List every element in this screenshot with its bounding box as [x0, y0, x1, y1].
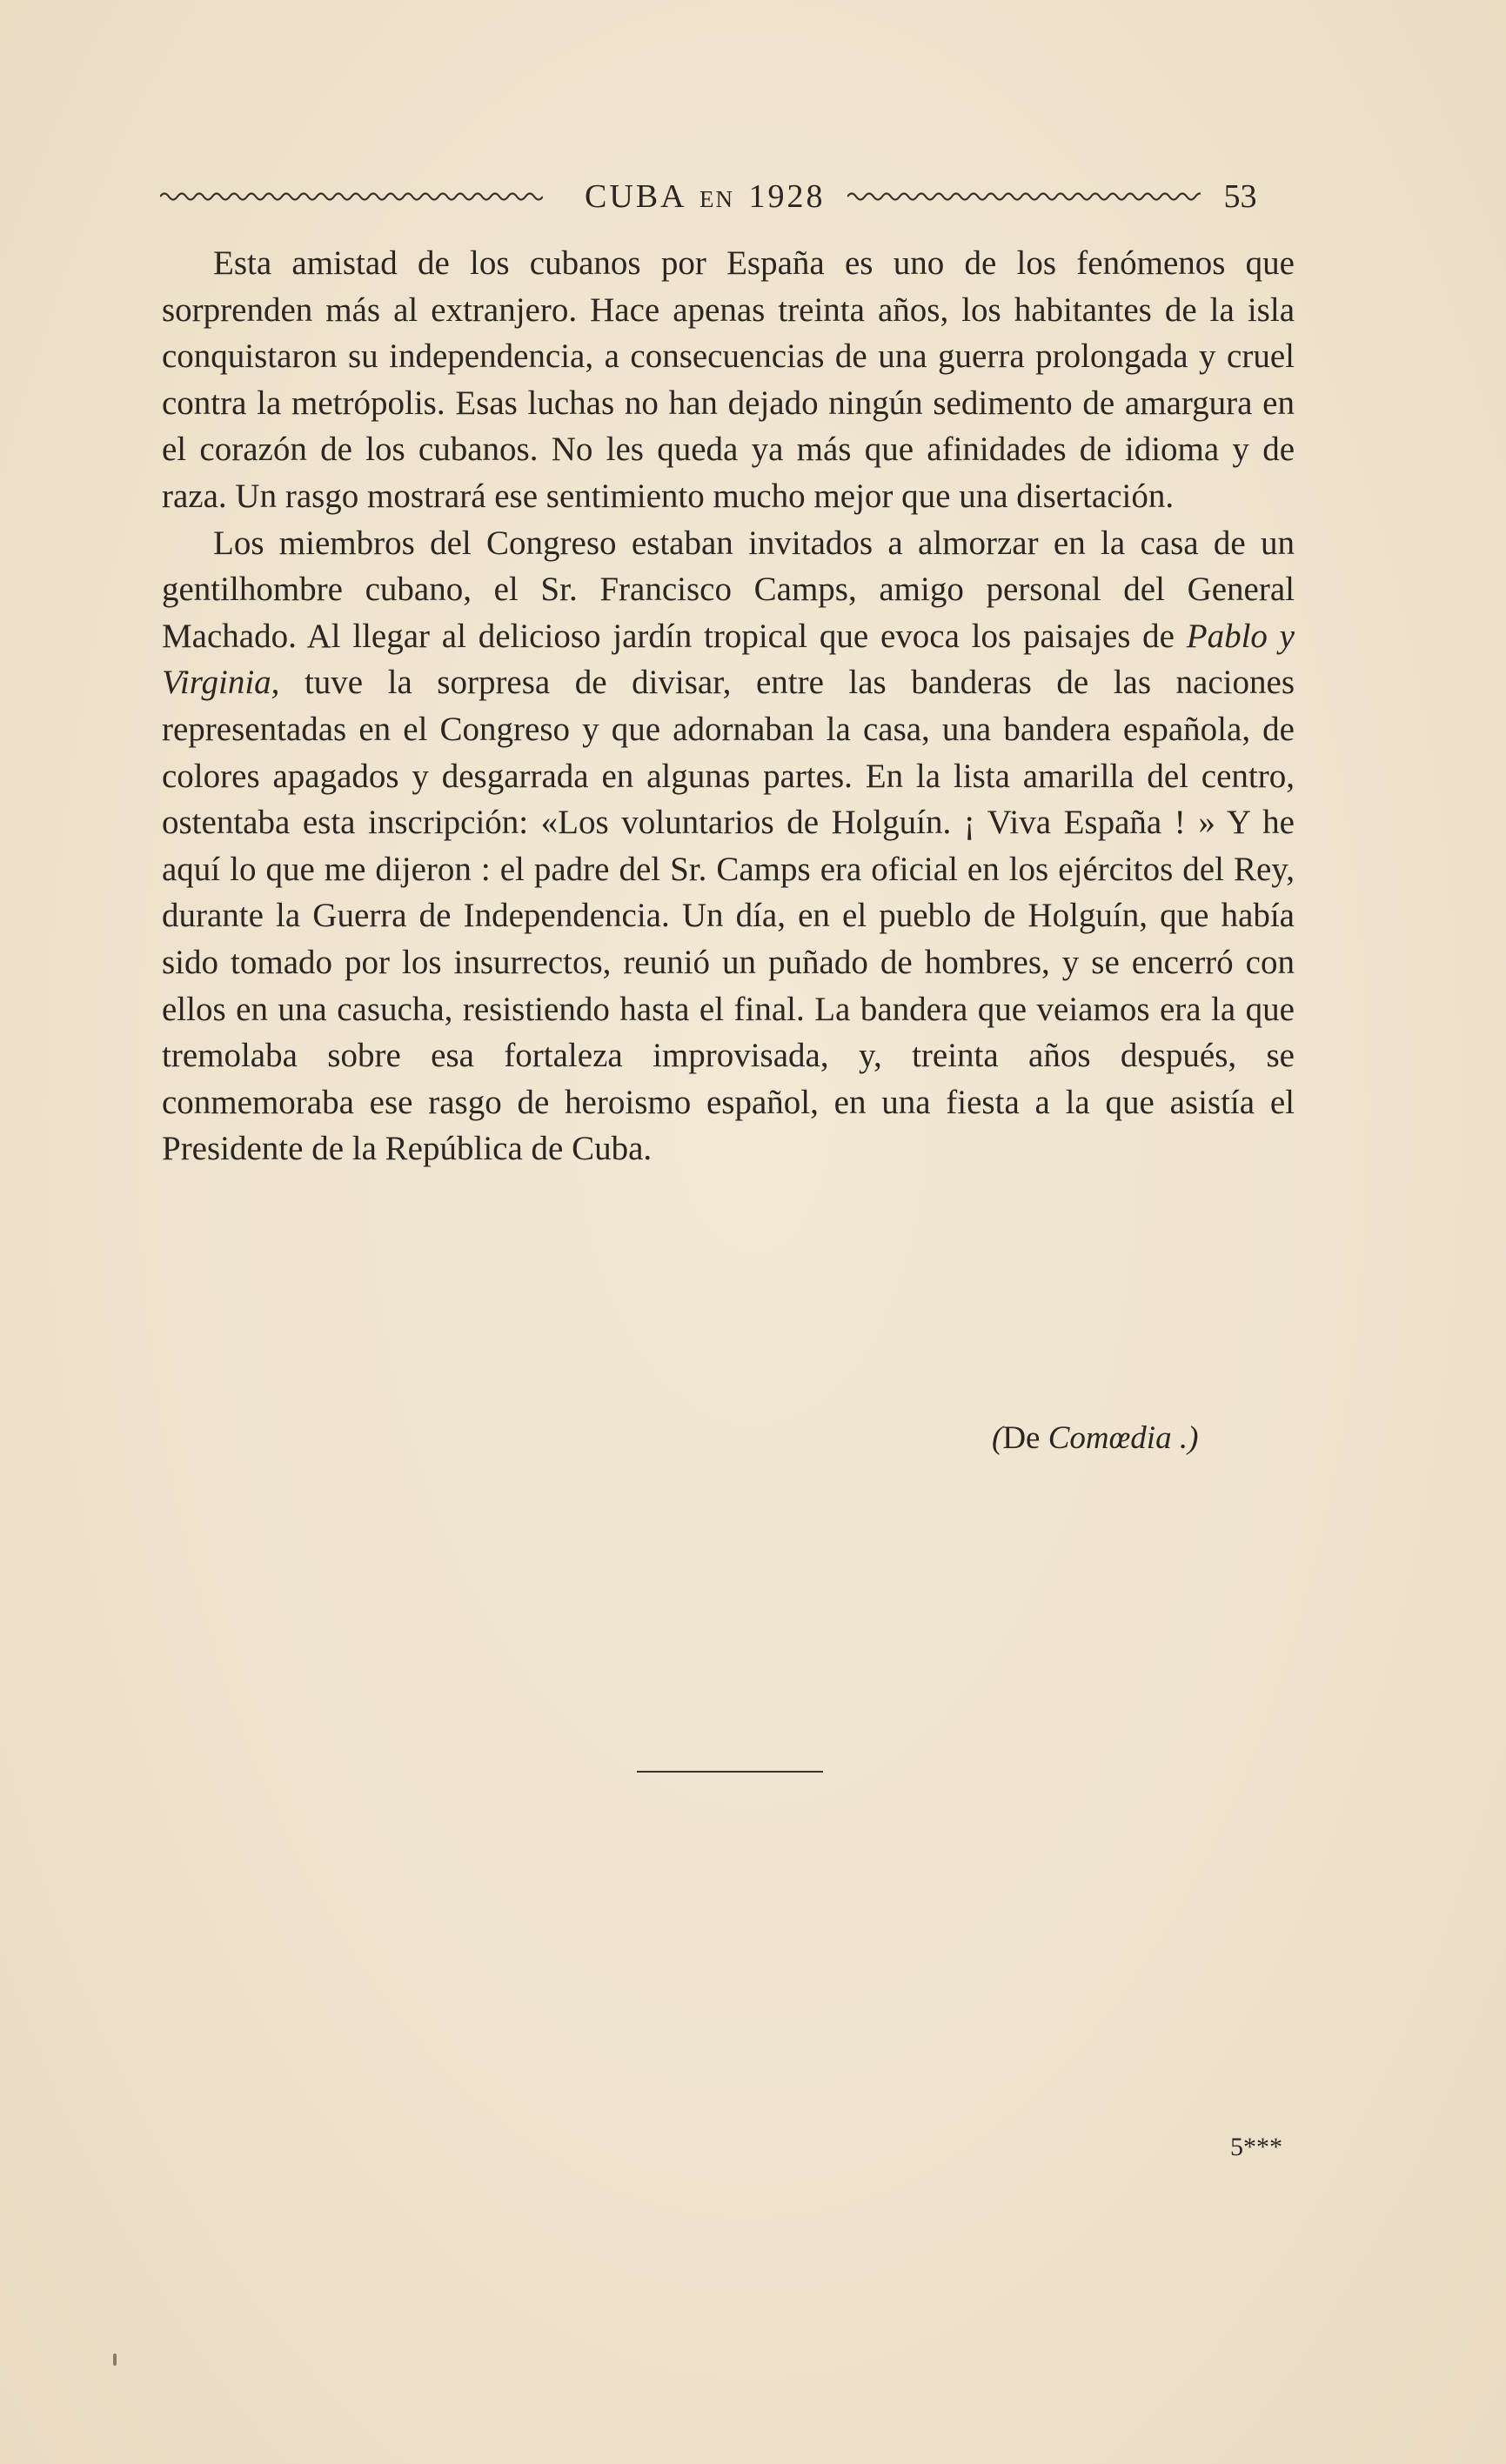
page-number: 53 — [1223, 178, 1257, 215]
end-rule — [637, 1771, 823, 1773]
paper-speck — [113, 2354, 117, 2366]
paragraph: Esta amistad de los cubanos por España es uno de los fenómenos que sorprenden más al extranjero. Hace apenas treinta años, los habitantes de la isla conquistaron su independencia, a consecuencias de una guerra prolongada y cruel contra la metrópolis. Esas luchas no han dejado ningún sedimento de amargura en el corazón de los cubanos. No les queda ya más que afinidades de idioma y de raza. Un rasgo mostrará ese sentimiento mucho mejor que una disertación. — [162, 244, 1295, 515]
running-head — [160, 170, 1291, 223]
source-publication: Comœdia — [1048, 1420, 1172, 1456]
printer-signature-mark: 5*** — [1230, 2133, 1282, 2161]
running-title-year: 1928 — [748, 178, 826, 215]
wavy-rule-ornament-icon — [847, 190, 1201, 203]
paragraph — [162, 520, 1295, 1172]
paragraph-text: tuve la sorpresa de divisar, entre las banderas de las naciones representadas en el Congreso y que adornaban la casa, una bandera española, de colores apagados y desgarrada en algunas partes. En la lista amarilla del centro, ostentaba esta inscripción: «Los voluntarios de Holguín. ¡ Viva España ! » Y he aquí lo que me dijeron : el padre del Sr. Camps era oficial en los ejércitos del Rey, durante la Guerra de Independencia. Un día, en el pueblo de Holguín, que había sido tomado por los insurrectos, reunió un puñado de hombres, y se encerró con ellos en una casucha, resistiendo hasta el final. La bandera que veiamos era la que tremolaba sobre esa fortaleza improvisada, y, treinta años después, se conmemoraba ese rasgo de heroismo español, en una fiesta a la que asistía el Presidente de la República de Cuba. — [162, 664, 1295, 1168]
source-citation: (De Comœdia .) — [992, 1420, 1199, 1456]
article-body — [162, 240, 1295, 1172]
source-prefix: De — [1002, 1420, 1048, 1456]
paragraph-text: Los miembros del Congreso estaban invitados a almorzar en la casa de un gentilhombre cubano, el Sr. Francisco Camps, amigo personal del General Machado. Al llegar al delicioso jardín tropical que evoca los paisajes de — [162, 524, 1295, 655]
wavy-rule-ornament-icon — [160, 190, 543, 203]
running-title — [585, 177, 825, 216]
running-title-main: CUBA — [585, 178, 686, 215]
book-title-emphasis: Pablo y Virginia, — [162, 617, 1295, 702]
running-title-connector: EN — [699, 186, 734, 212]
